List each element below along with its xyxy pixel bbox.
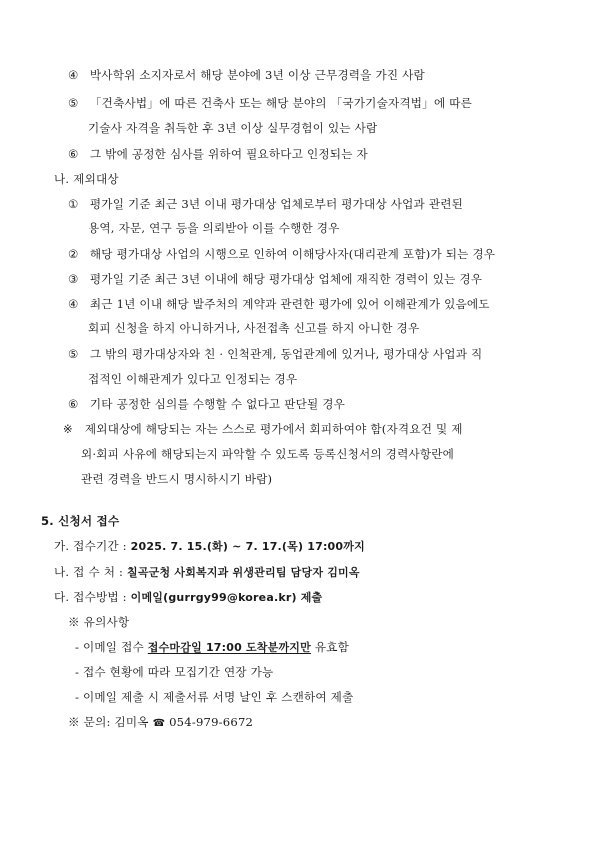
note-mark: ※ bbox=[63, 422, 73, 436]
item-text: 그 밖의 평가대상자와 친 · 인척관계, 동업관계에 있거나, 평가대상 사업과 직 bbox=[89, 347, 483, 361]
item-text: 기타 공정한 심의를 수행할 수 없다고 판단될 경우 bbox=[89, 397, 346, 411]
item-text: 평가일 기준 최근 3년 이내에 해당 평가대상 업체에 재직한 경력이 있는 경우 bbox=[89, 272, 483, 286]
item-number: ⑤ bbox=[68, 347, 79, 361]
exclusion-item-5 bbox=[68, 346, 482, 362]
item-text: 최근 1년 이내 해당 발주처의 계약과 관련한 평가에 있어 이해관계가 있음에도 bbox=[89, 297, 490, 311]
exclusion-heading: 나. 제외대상 bbox=[54, 172, 119, 186]
notice-heading: ※ 유의사항 bbox=[68, 615, 130, 629]
notice-suffix: 유효함 bbox=[310, 640, 350, 654]
notice-item-3: - 이메일 제출 시 제출서류 서명 날인 후 스캔하여 제출 bbox=[75, 690, 354, 704]
place-value: 칠곡군청 사회복지과 위생관리팀 담당자 김미옥 bbox=[127, 566, 360, 579]
notice-prefix: - 이메일 접수 bbox=[75, 640, 148, 654]
item-number: ⑥ bbox=[68, 147, 79, 161]
item-text: 평가일 기준 최근 3년 이내 평가대상 업체로부터 평가대상 사업과 관련된 bbox=[89, 197, 464, 211]
notice-item-2: - 접수 현황에 따라 모집기간 연장 가능 bbox=[75, 665, 274, 679]
item-number: ① bbox=[68, 197, 79, 211]
eligibility-item-6 bbox=[68, 146, 368, 162]
method-label: 다. 접수방법 : bbox=[54, 590, 131, 604]
item-number: ④ bbox=[68, 297, 79, 311]
exclusion-note-line-2: 외·회피 사유에 해당되는지 파악할 수 있도록 등록신청서의 경력사항란에 bbox=[81, 447, 455, 461]
exclusion-note-line-3: 관련 경력을 반드시 명시하시기 바람) bbox=[81, 472, 273, 486]
note-text: 제외대상에 해당되는 자는 스스로 평가에서 회피하여야 함(자격요건 및 제 bbox=[84, 422, 463, 436]
item-text: 그 밖에 공정한 심사를 위하여 필요하다고 인정되는 자 bbox=[89, 147, 368, 161]
application-period bbox=[54, 538, 365, 555]
exclusion-item-6 bbox=[68, 396, 345, 412]
phone-icon: ☎ bbox=[152, 718, 166, 729]
eligibility-item-5 bbox=[68, 95, 472, 111]
period-value: 2025. 7. 15.(화) ~ 7. 17.(목) 17:00까지 bbox=[130, 540, 365, 553]
item-number: ② bbox=[68, 247, 79, 261]
section-title: 5. 신청서 접수 bbox=[41, 514, 120, 528]
method-value: 이메일(gurrgy99@korea.kr) 제출 bbox=[130, 591, 323, 604]
exclusion-note bbox=[63, 421, 463, 437]
contact-prefix: ※ 문의: 김미옥 bbox=[68, 715, 153, 729]
application-method bbox=[54, 589, 322, 606]
item-number: ⑥ bbox=[68, 397, 79, 411]
contact-number: 054-979-6672 bbox=[165, 715, 254, 729]
place-label: 나. 접 수 처 : bbox=[54, 565, 128, 579]
notice-deadline-emphasis: 접수마감일 17:00 도착분까지만 bbox=[147, 641, 311, 654]
application-place bbox=[54, 564, 360, 581]
item-number: ⑤ bbox=[68, 96, 79, 110]
exclusion-item-1-continued: 용역, 자문, 연구 등을 의뢰받아 이를 수행한 경우 bbox=[88, 221, 340, 235]
exclusion-item-5-continued: 접적인 이해관계가 있다고 인정되는 경우 bbox=[88, 372, 298, 386]
item-number: ④ bbox=[68, 68, 79, 82]
eligibility-item-4 bbox=[68, 67, 425, 83]
item-text: 「건축사법」에 따른 건축사 또는 해당 분야의 「국가기술자격법」에 따른 bbox=[89, 96, 473, 110]
item-text: 박사학위 소지자로서 해당 분야에 3년 이상 근무경력을 가진 사람 bbox=[89, 68, 425, 82]
item-text: 해당 평가대상 사업의 시행으로 인하여 이해당사자(대리관계 포함)가 되는 경우 bbox=[89, 247, 496, 261]
exclusion-item-4-continued: 회피 신청을 하지 아니하거나, 사전접촉 신고를 하지 아니한 경우 bbox=[88, 321, 420, 335]
exclusion-item-1 bbox=[68, 196, 463, 212]
period-label: 가. 접수기간 : bbox=[54, 539, 131, 553]
notice-item-1 bbox=[75, 639, 349, 656]
exclusion-item-2 bbox=[68, 246, 495, 262]
contact-line bbox=[68, 714, 253, 732]
exclusion-item-4 bbox=[68, 296, 490, 312]
item-number: ③ bbox=[68, 272, 79, 286]
exclusion-item-3 bbox=[68, 271, 482, 287]
eligibility-item-5-continued: 기술사 자격을 취득한 후 3년 이상 실무경험이 있는 사람 bbox=[88, 121, 378, 135]
